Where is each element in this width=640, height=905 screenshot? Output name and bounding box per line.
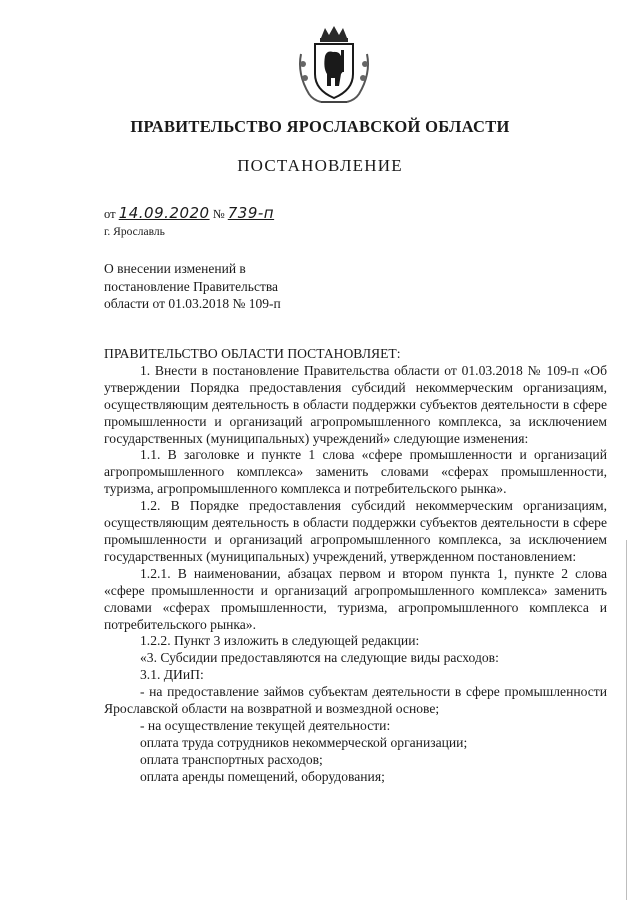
document-date: 14.09.2020 xyxy=(118,204,210,222)
date-prefix: от xyxy=(104,207,116,221)
date-number-line xyxy=(104,204,274,222)
document-type: ПОСТАНОВЛЕНИЕ xyxy=(237,156,403,175)
government-title: ПРАВИТЕЛЬСТВО ЯРОСЛАВСКОЙ ОБЛАСТИ xyxy=(130,117,510,136)
document-subject xyxy=(104,260,334,313)
decree-heading: ПРАВИТЕЛЬСТВО ОБЛАСТИ ПОСТАНОВЛЯЕТ: xyxy=(104,346,401,361)
document-number: 739-п xyxy=(227,204,275,222)
paragraph-1-2-1: 1.2.1. В наименовании, абзацах первом и втором пункта 1, пункте 2 слова «сфере промышленности и организаций агропромышленного комплекса» заменить словами «сферах промышленности, туризма, агропромышленного комплекса и потребительского рынка». xyxy=(104,565,607,632)
paragraph-3-1-salary: оплата труда сотрудников некоммерческой организации; xyxy=(140,734,468,750)
paragraph-1: 1. Внести в постановление Правительства области от 01.03.2018 № 109-п «Об утверждении Порядка предоставления субсидий некоммерческим организациям, осуществляющим деятельность в области поддержки субъектов деятельности в сфере промышленности и организаций агропромышленного комплекса, за исключением государственных (муниципальных) учреждений» следующие изменения: xyxy=(104,362,607,446)
paragraph-3-1-current: - на осуществление текущей деятельности: xyxy=(140,717,391,733)
document-city: г. Ярославль xyxy=(104,226,165,238)
document-body xyxy=(104,346,607,786)
paragraph-1-2-2: 1.2.2. Пункт 3 изложить в следующей редакции: xyxy=(140,633,420,649)
subject-line: области от 01.03.2018 № 109-п xyxy=(104,296,281,311)
paragraph-1-1: 1.1. В заголовке и пункте 1 слова «сфере промышленности и организаций агропромышленного комплекса» заменить словами «сферах промышленности, туризма, агропромышленного комплекса и потребительского рынка». xyxy=(104,447,607,497)
subject-line: О внесении изменений в xyxy=(104,261,246,276)
paragraph-3-1-loans: - на предоставление займов субъектам деятельности в сфере промышленности Ярославской области на возвратной и возмездной основе; xyxy=(104,684,607,717)
paragraph-3-1-rent: оплата аренды помещений, оборудования; xyxy=(140,768,385,784)
subject-line: постановление Правительства xyxy=(104,278,279,294)
paragraph-3-1-transport: оплата транспортных расходов; xyxy=(140,751,323,767)
paragraph-3: «3. Субсидии предоставляются на следующие виды расходов: xyxy=(140,650,499,666)
paragraph-1-2: 1.2. В Порядке предоставления субсидий некоммерческим организациям, осуществляющим деятельность в области поддержки субъектов деятельности в сфере промышленности и организаций агропромышленного комплекса, за исключением государственных (муниципальных) учреждений, утвержденном постановлением: xyxy=(104,498,607,564)
scan-edge-line xyxy=(626,540,627,900)
coat-of-arms-emblem xyxy=(291,24,377,106)
paragraph-3-1: 3.1. ДИиП: xyxy=(140,667,204,683)
number-sign: № xyxy=(212,207,225,221)
